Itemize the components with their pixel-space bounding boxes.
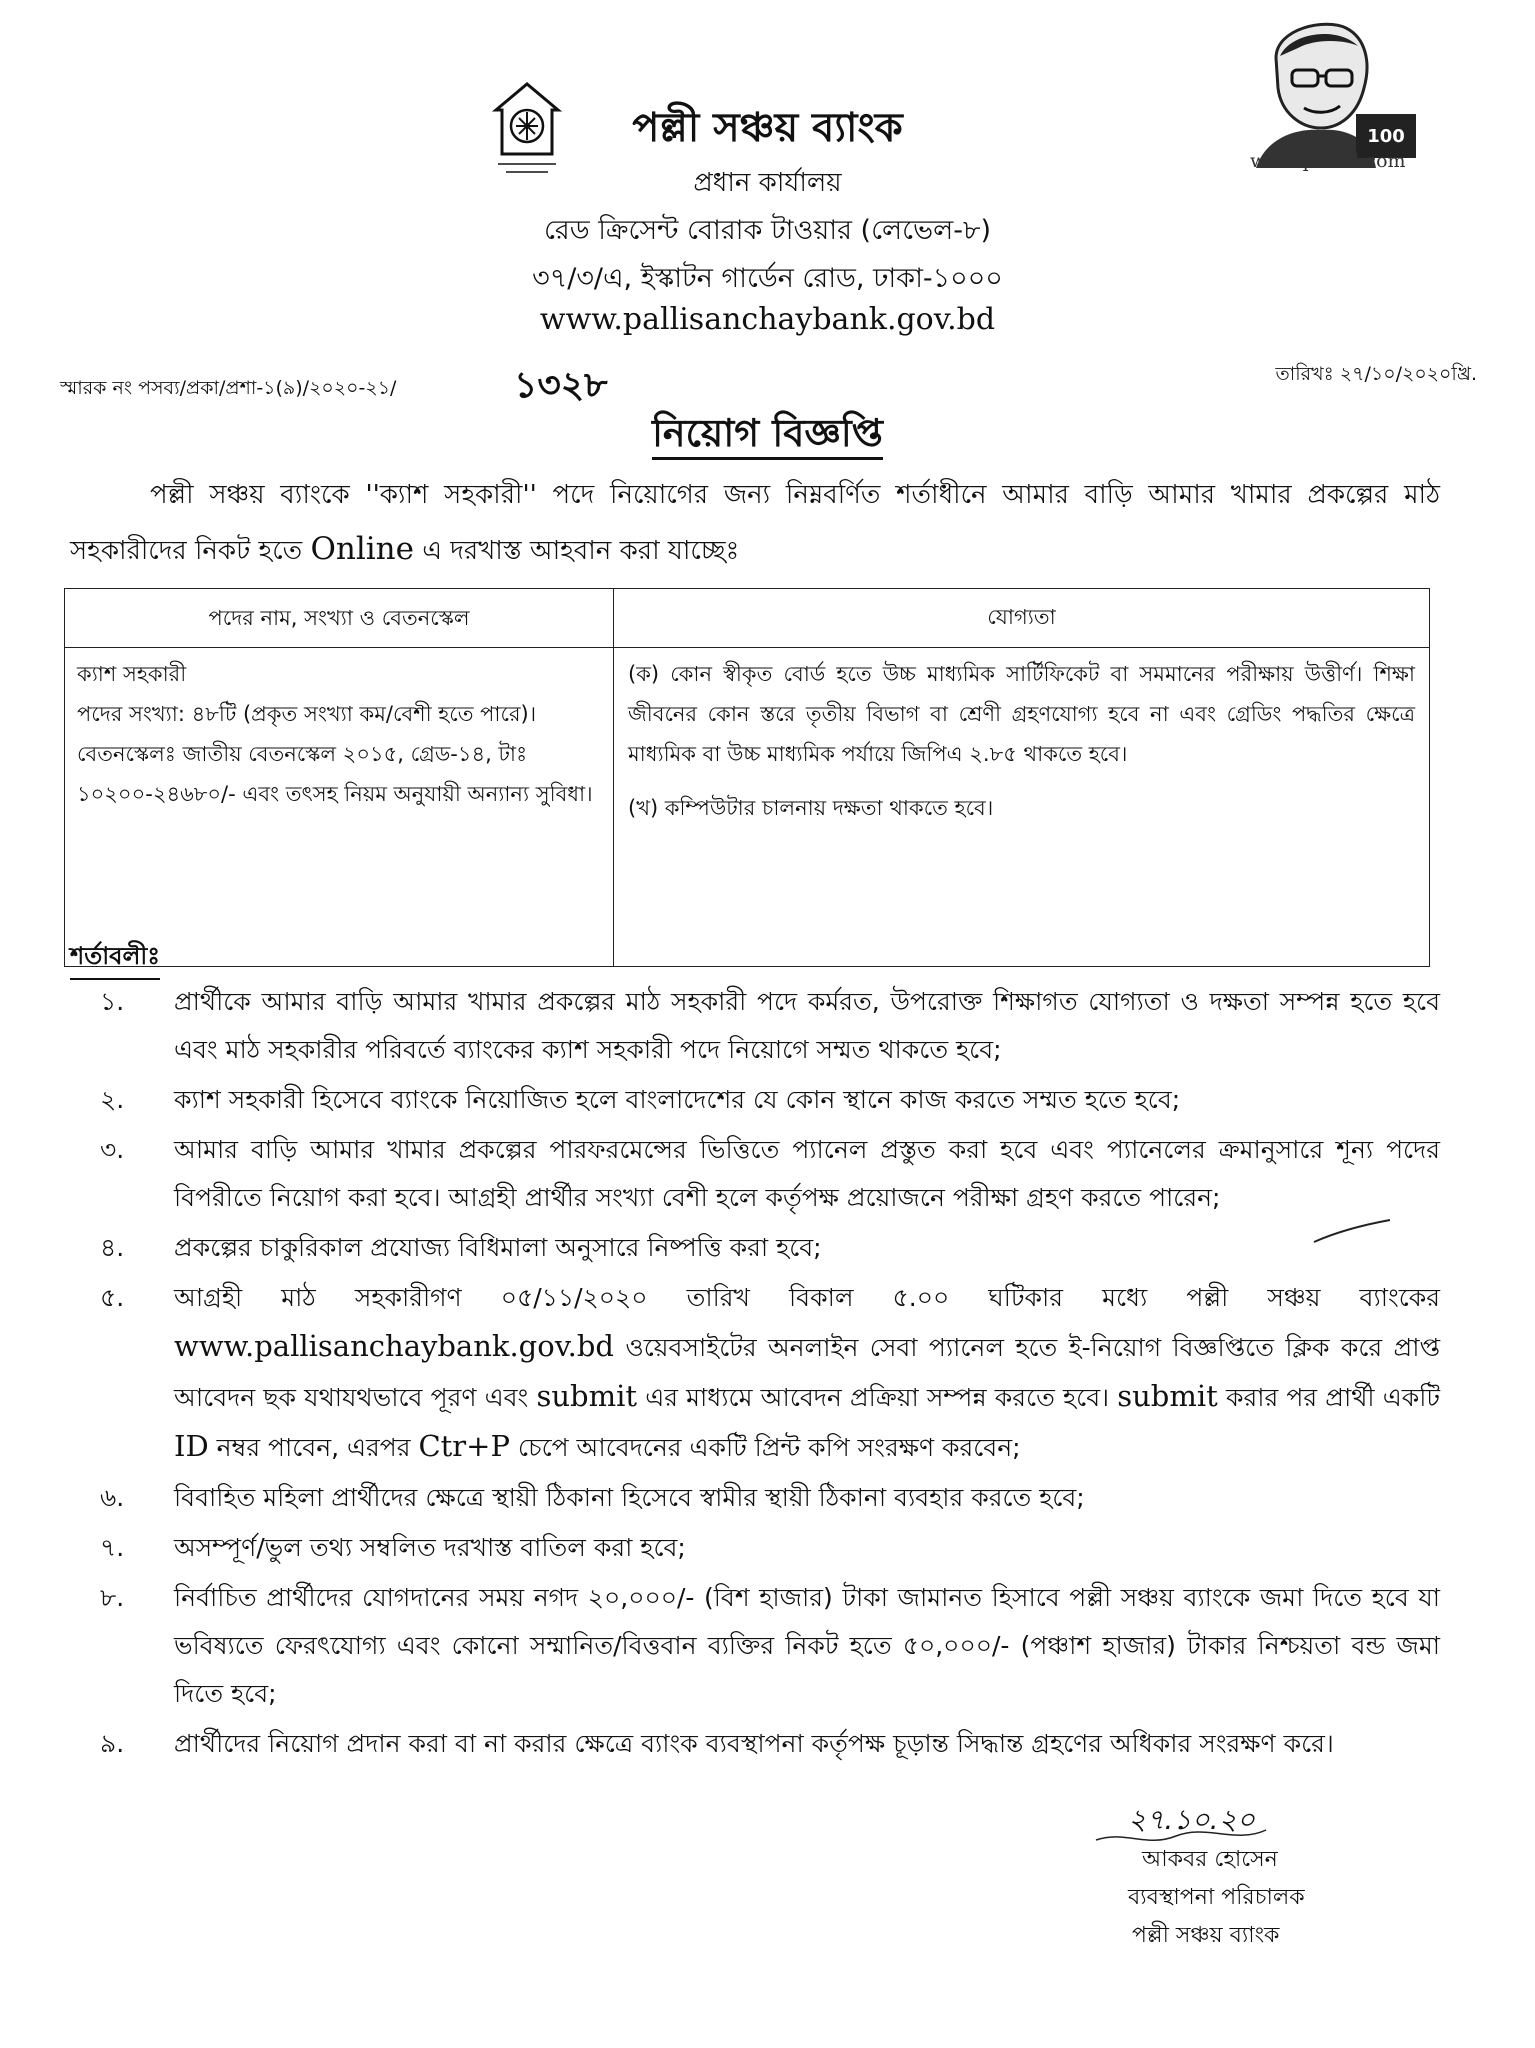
qualification-cell [614,648,1430,967]
item-number: ৪. [100,1233,125,1262]
address-line-1: রেড ক্রিসেন্ট বোরাক টাওয়ার (লেভেল-৮) [543,215,992,246]
item-text: প্রকল্পের চাকুরিকাল প্রযোজ্য বিধিমালা অনুসারে নিষ্পত্তি করা হবে; [174,1233,822,1262]
ctrl-p-term: Ctr+P [418,1429,510,1463]
signer-name: আকবর হোসেন [1142,1847,1278,1872]
table-header-qualification: যোগ্যতা [614,589,1430,648]
item-text-part: আগ্রহী মাঠ সহকারীগণ ০৫/১১/২০২০ তারিখ বিকাল ৫.০০ ঘটিকার মধ্যে পল্লী সঞ্চয় ব্যাংকের [174,1283,1440,1312]
post-count: পদের সংখ্যা: ৪৮টি (প্রকৃত সংখ্যা কম/বেশী হতে পারে)। [77,702,537,726]
table-row [65,648,1430,967]
item-text: আমার বাড়ি আমার খামার প্রকল্পের পারফরমেন্সের ভিত্তিতে প্যানেল প্রস্তুত করা হবে এবং প্যানেলের ক্রমানুসারে শূন্য পদের বিপরীতে নিয়োগ করা হবে। আগ্রহী প্রার্থীর সংখ্যা বেশী হলে কর্তৃপক্ষ প্রয়োজনে পরীক্ষা গ্রহণ করতে পারেন; [174,1135,1440,1212]
item-text: প্রার্থীকে আমার বাড়ি আমার খামার প্রকল্পের মাঠ সহকারী পদে কর্মরত, উপরোক্ত শিক্ষাগত যোগ্যতা ও দক্ষতা সম্পন্ন হতে হবে এবং মাঠ সহকারীর পরিবর্তে ব্যাংকের ক্যাশ সহকারী পদে নিয়োগে সম্মত থাকতে হবে; [174,987,1440,1064]
item-text: বিবাহিত মহিলা প্রার্থীদের ক্ষেত্রে স্থায়ী ঠিকানা হিসেবে স্বামীর স্থায়ী ঠিকানা ব্যবহার করতে হবে; [174,1483,1085,1512]
intro-text: পল্লী সঞ্চয় ব্যাংকে ''ক্যাশ সহকারী'' পদে নিয়োগের জন্য নিম্নবর্ণিত শর্তাধীনে আমার বাড়ি আমার খামার প্রকল্পের মাঠ সহকারীদের নিকট হতে [70,480,1440,566]
post-salary: বেতনস্কেলঃ জাতীয় বেতনস্কেল ২০১৫, গ্রেড-১৪, টাঃ ১০২০০-২৪৬৮০/- এবং তৎসহ নিয়ম অনুযায়ী অন্যান্য সুবিধা। [77,742,593,806]
list-item [100,1574,1440,1718]
item-number: ৫. [100,1283,125,1312]
item-number: ৬. [100,1483,125,1512]
item-number: ৩. [100,1135,125,1164]
address-line-2: ৩৭/৩/এ, ইস্কাটন গার্ডেন রোড, ঢাকা-১০০০ [532,263,1003,294]
item-text-part: করার পর প্রার্থী একটি [1217,1383,1440,1412]
watermark: www.prebd.com [1250,150,1406,172]
item-text-part: নম্বর পাবেন, এরপর [208,1433,419,1462]
intro-online: Online [310,531,414,567]
list-item [100,978,1440,1074]
conditions-title: শর্তাবলীঃ [70,938,160,980]
notice-title [0,404,1535,468]
memo-label: স্মারক নং পসব্য/প্রকা/প্রশা-১(৯)/২০২০-২১/ [60,377,397,399]
list-item [100,1720,1440,1768]
item-text-part: চেপে আবেদনের একটি প্রিন্ট কপি সংরক্ষণ করবেন; [509,1433,1021,1462]
item-number: ৯. [100,1729,125,1758]
item-number: ৮. [100,1583,125,1612]
submit-term: submit [1117,1379,1218,1413]
item-text: প্রার্থীদের নিয়োগ প্রদান করা বা না করার ক্ষেত্রে ব্যাংক ব্যবস্থাপনা কর্তৃপক্ষ চূড়ান্ত সিদ্ধান্ত গ্রহণের অধিকার সংরক্ষণ করে। [174,1729,1334,1758]
item-text: ক্যাশ সহকারী হিসেবে ব্যাংকে নিয়োজিত হলে বাংলাদেশের যে কোন স্থানে কাজ করতে সম্মত হতে হবে; [174,1085,1181,1114]
list-item [100,1126,1440,1222]
signer-organization: পল্লী সঞ্চয় ব্যাংক [1132,1923,1280,1948]
list-item [100,1474,1440,1522]
item-number: ৭. [100,1533,125,1562]
list-item [100,1524,1440,1572]
item-text: অসম্পূর্ণ/ভুল তথ্য সম্বলিত দরখাস্ত বাতিল করা হবে; [174,1533,686,1562]
bank-name: পল্লী সঞ্চয় ব্যাংক [632,105,903,151]
item-number: ২. [100,1085,125,1114]
signature-date: ২৭.১০.২০ [1128,1803,1255,1836]
id-term: ID [174,1429,209,1463]
website-link[interactable]: www.pallisanchaybank.gov.bd [539,302,996,337]
head-office: প্রধান কার্যালয় [693,168,842,198]
mujib-100-portrait [1246,18,1422,168]
qualification-item: (ক) কোন স্বীকৃত বোর্ড হতে উচ্চ মাধ্যমিক সার্টিফিকেট বা সমমানের পরীক্ষায় উত্তীর্ণ। শিক্ষা জীবনের কোন স্তরে তৃতীয় বিভাগ বা শ্রেণী গ্রহণযোগ্য হবে না এবং গ্রেডিং পদ্ধতির ক্ষেত্রে মাধ্যমিক বা উচ্চ মাধ্যমিক পর্যায়ে জিপিএ ২.৮৫ থাকতে হবে। [628,662,1415,766]
signer-designation: ব্যবস্থাপনা পরিচালক [1128,1885,1305,1910]
memo-number: ১৩২৮ [514,364,608,406]
item-text: নির্বাচিত প্রার্থীদের যোগদানের সময় নগদ ২০,০০০/- (বিশ হাজার) টাকা জামানত হিসাবে পল্লী সঞ্চয় ব্যাংকে জমা দিতে হবে যা ভবিষ্যতে ফেরৎযোগ্য এবং কোনো সম্মানিত/বিত্তবান ব্যক্তির নিকট হতে ৫০,০০০/- (পঞ্চাশ হাজার) টাকার নিশ্চয়তা বন্ড জমা দিতে হবে; [174,1583,1440,1708]
apply-website-link[interactable]: www.pallisanchaybank.gov.bd [174,1329,614,1363]
intro-paragraph [70,468,1440,578]
list-item [100,1224,1440,1272]
pen-mark [1312,1216,1392,1246]
table-header-post: পদের নাম, সংখ্যা ও বেতনস্কেল [65,589,614,648]
post-name: ক্যাশ সহকারী [77,662,187,686]
svg-text:100: 100 [1367,126,1405,147]
issue-date: তারিখঃ ২৭/১০/২০২০খ্রি. [1275,363,1477,385]
table-header-row [65,589,1430,648]
submit-term: submit [536,1379,638,1413]
post-table [64,588,1430,967]
list-item [100,1274,1440,1472]
conditions-list [100,978,1440,1770]
intro-text-end: এ দরখাস্ত আহবান করা যাচ্ছেঃ [413,536,740,566]
post-cell [65,648,614,967]
qualification-item: (খ) কম্পিউটার চালনায় দক্ষতা থাকতে হবে। [628,796,994,820]
list-item [100,1076,1440,1124]
notice-title-text: নিয়োগ বিজ্ঞপ্তি [652,411,883,460]
item-text-part: এর মাধ্যমে আবেদন প্রক্রিয়া সম্পন্ন করতে হবে। [637,1383,1118,1412]
item-number: ১. [100,987,125,1016]
item-text-part: ওয়েবসাইটের অনলাইন সেবা প্যানেল হতে ই-নিয়োগ বিজ্ঞপ্তিতে ক্লিক করে প্রাপ্ত আবেদন ছক যথাযথভাবে পূরণ এবং [174,1333,1440,1412]
